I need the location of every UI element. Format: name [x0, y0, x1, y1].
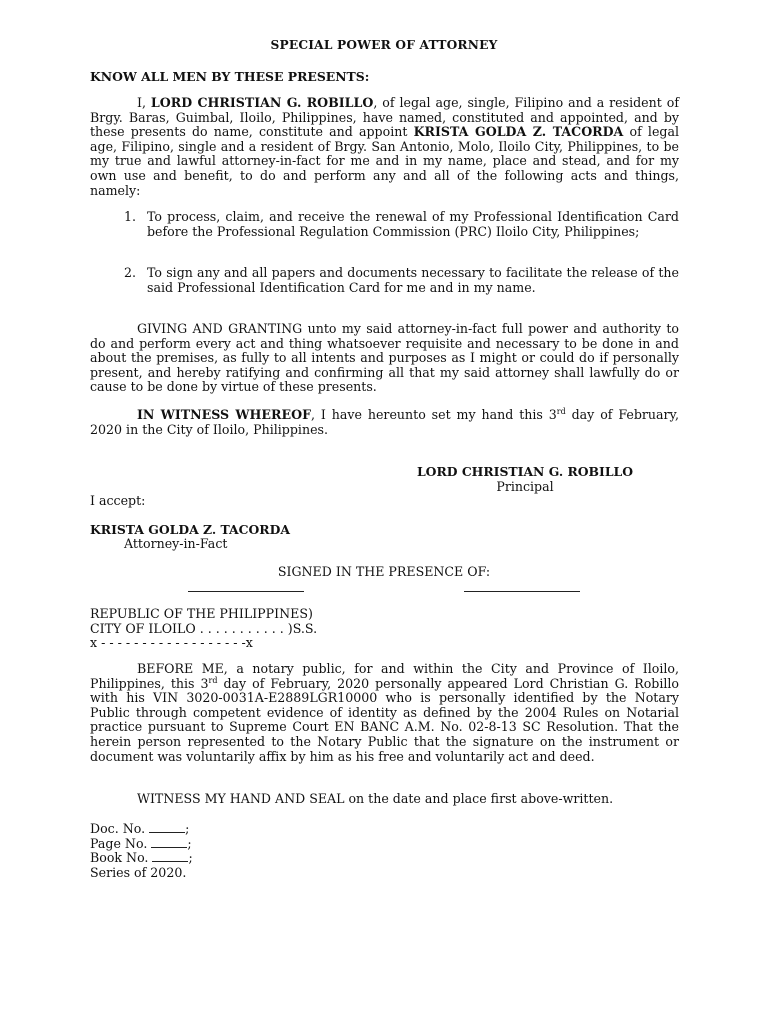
- doc-number-entry: Doc. No. ;: [90, 821, 190, 836]
- act-text: To sign any and all papers and documents necessary to facilitate the release of the said Professional Identification Card for me and in my name.: [147, 265, 679, 295]
- notary-ordinal: rd: [208, 675, 218, 685]
- page-number-entry: Page No. ;: [90, 835, 192, 851]
- series-entry: Series of 2020.: [90, 864, 187, 880]
- book-number-entry: Book No. ;: [90, 850, 193, 866]
- signed-presence-heading: SIGNED IN THE PRESENCE OF:: [277, 564, 491, 579]
- principal-name-inline: LORD CHRISTIAN G. ROBILLO: [150, 95, 374, 110]
- granting-paragraph: GIVING AND GRANTING unto my said attorney-in-fact full power and authority to do and perform every act and thing whatsoever requisite and necessary to be done in and about the premises, as fully to all intents and purposes as I might or could do if personally present, and hereby ratifying and confirming all that my said attorney shall lawfully do or cause to be done by virtue of these presents.: [90, 321, 679, 395]
- venue-city: CITY OF ILOILO . . . . . . . . . . . )S.S.: [90, 621, 318, 636]
- attorney-name-inline: KRISTA GOLDA Z. TACORDA: [413, 124, 624, 140]
- intro-paragraph: [90, 96, 679, 198]
- doc-number-blank: [149, 822, 185, 833]
- principal-role: Principal: [496, 478, 554, 494]
- witness-signature-line-right: [464, 591, 580, 592]
- attorney-name: KRISTA GOLDA Z. TACORDA: [90, 522, 290, 537]
- witness-text-1: , I have hereunto set my hand this 3: [311, 407, 557, 422]
- act-item-1: [124, 210, 679, 239]
- act-item-2: [124, 266, 679, 295]
- principal-signature-block: [365, 465, 685, 494]
- notarial-register-entries: [90, 822, 193, 880]
- venue-separator: x - - - - - - - - - - - - - - - - - -x: [90, 635, 253, 650]
- book-number-label: Book No.: [90, 850, 149, 866]
- intro-text-2: , of legal age, single, Filipino and a resident of Brgy. Baras, Guimbal, Iloilo, Philippines, have named, constituted and appointed, and by these presents do name, constitute and appoint: [90, 95, 679, 140]
- greeting: KNOW ALL MEN BY THESE PRESENTS:: [90, 69, 370, 84]
- accept-label: I accept:: [90, 493, 146, 508]
- intro-text-3: of legal age, Filipino, single and a resident of Brgy. San Antonio, Molo, Iloilo City, Philippines, to be my true and lawful attorney-in-fact for me and in my name, place and stead, and for my own use and benefit, to do and perform any and all of the following acts and things, namely:: [90, 124, 679, 198]
- doc-number-label: Doc. No.: [90, 821, 146, 836]
- witness-signature-line-left: [188, 591, 304, 592]
- act-number: 2.: [124, 265, 137, 280]
- witness-paragraph: [90, 408, 679, 437]
- page-number-label: Page No.: [90, 835, 148, 851]
- principal-name: LORD CHRISTIAN G. ROBILLO: [416, 464, 634, 479]
- document-title: SPECIAL POWER OF ATTORNEY: [270, 38, 498, 52]
- hand-seal-paragraph: WITNESS MY HAND AND SEAL on the date and place first above-written.: [137, 791, 614, 806]
- notary-text-2: day of February, 2020 personally appeared Lord Christian G. Robillo with his VIN 3020-0031A-E2889LGR10000 who is personally identified by the Notary Public through competent evidence of identity as defined by the 2004 Rules on Notarial practice pursuant to Supreme Court EN BANC A.M. No. 02-8-13 SC Resolution. That the herein person represented to the Notary Public that the signature on the instrument or document was voluntarily affix by him as his free and voluntarily act and deed.: [90, 675, 680, 764]
- intro-text-1: I,: [137, 95, 151, 110]
- book-number-blank: [152, 851, 188, 862]
- notary-paragraph: [90, 662, 679, 764]
- witness-ordinal: rd: [556, 407, 566, 416]
- notary-text-1: BEFORE ME, a notary public, for and within the City and Province of Iloilo, Philippines, this 3: [90, 661, 679, 691]
- witness-text-2: day of February, 2020 in the City of Iloilo, Philippines.: [90, 407, 680, 437]
- act-text: To process, claim, and receive the renewal of my Professional Identification Card before the Professional Regulation Commission (PRC) Iloilo City, Philippines;: [147, 209, 679, 239]
- attorney-role: Attorney-in-Fact: [124, 536, 228, 551]
- act-number: 1.: [124, 209, 137, 224]
- venue-country: REPUBLIC OF THE PHILIPPINES): [90, 606, 313, 621]
- witness-lead: IN WITNESS WHEREOF: [137, 407, 312, 422]
- page-number-blank: [151, 837, 187, 848]
